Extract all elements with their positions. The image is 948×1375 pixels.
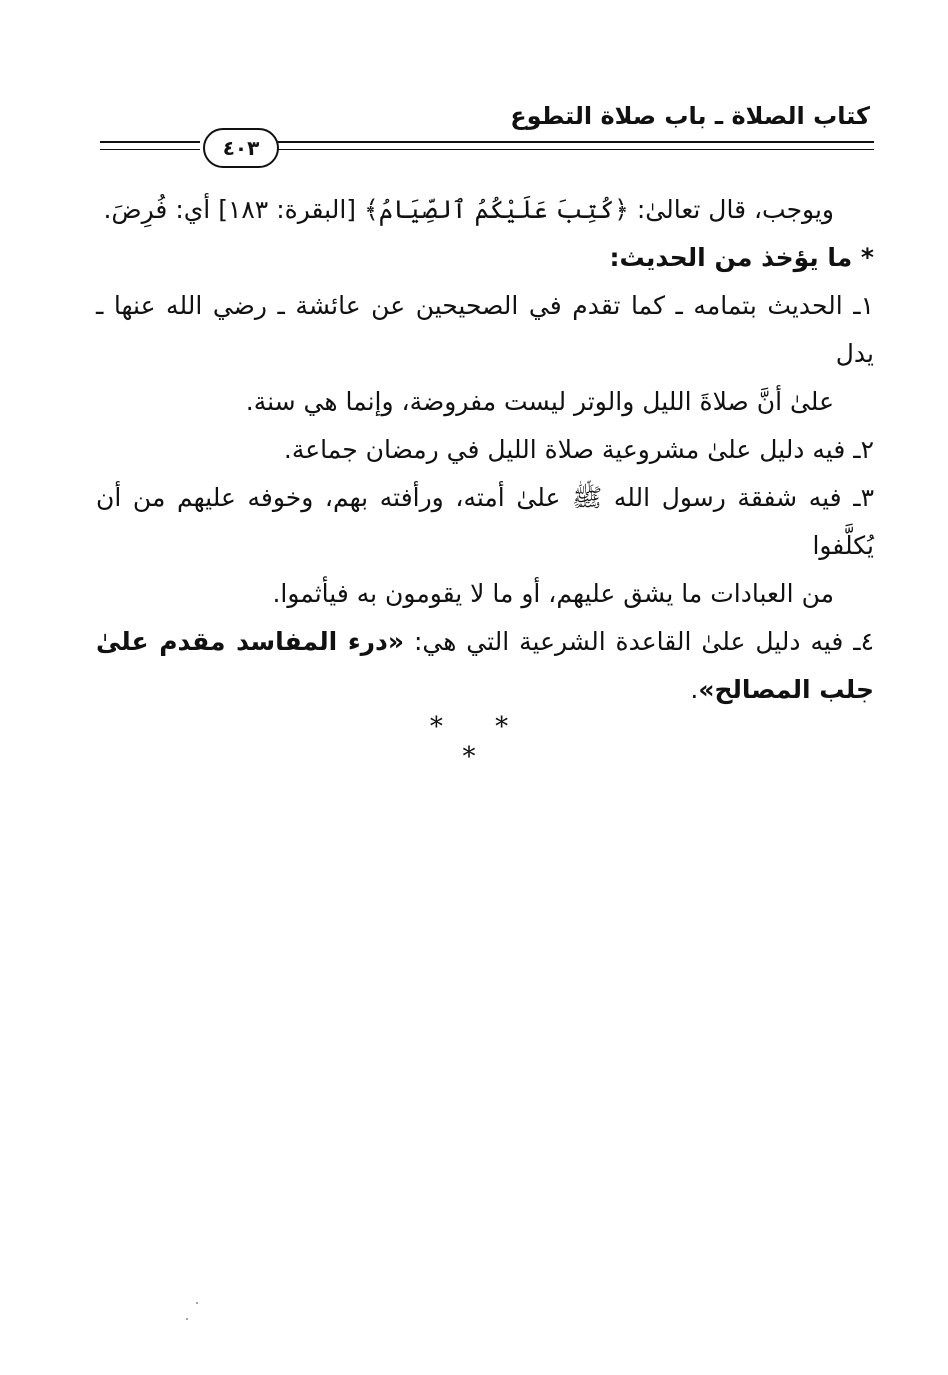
list-item-2-line1: ٢ـ فيه دليل علىٰ مشروعية صلاة الليل في رمضان جماعة.: [283, 435, 874, 464]
list-item-4: [96, 618, 874, 714]
list-item-3: [96, 474, 874, 618]
section-separator-asterisks: * * *: [429, 712, 531, 772]
list-item-3-line2: من العبادات ما يشق عليهم، أو ما لا يقومون به فيأثموا.: [272, 579, 834, 608]
intro-text-before: ويوجب، قال تعالىٰ:: [628, 195, 834, 224]
page-number-badge: ٤٠٣: [203, 128, 279, 168]
header-rule-left-bottom: [100, 149, 200, 150]
list-item-4-line1: ٤ـ فيه دليل علىٰ القاعدة الشرعية التي هي:: [404, 627, 874, 656]
scan-speck: [196, 1302, 198, 1304]
header-rule-left-top: [100, 141, 200, 143]
intro-paragraph: [96, 186, 874, 234]
list-item-1-line1: ١ـ الحديث بتمامه ـ كما تقدم في الصحيحين عن عائشة ـ رضي الله عنها ـ يدل: [96, 291, 874, 368]
main-text: [96, 186, 874, 714]
header-rule-right-top: [278, 141, 874, 143]
scan-speck: [186, 1318, 188, 1320]
header-rule-right-bottom: [278, 149, 874, 150]
section-heading: * ما يؤخذ من الحديث:: [609, 243, 874, 272]
list-item-1-line2: علىٰ أنَّ صلاةَ الليل والوتر ليست مفروضة، وإنما هي سنة.: [245, 387, 834, 416]
running-header-title: كتاب الصلاة ـ باب صلاة التطوع: [510, 102, 870, 130]
list-item-3-line1: ٣ـ فيه شفقة رسول الله ﷺ علىٰ أمته، ورأفته بهم، وخوفه عليهم من أن يُكلَّفوا: [96, 483, 874, 560]
list-item-1: [96, 282, 874, 426]
list-item-4-end: .: [690, 675, 699, 704]
intro-text-after: [البقرة: ١٨٣] أي: فُرِضَ.: [103, 195, 364, 224]
list-item-4-bold-quote: «درء المفاسد مقدم علىٰ جلب المصالح»: [96, 627, 874, 704]
list-item-2: [96, 426, 874, 474]
quran-verse: ﴿كُتِبَ عَلَيْكُمُ ٱلصِّيَامُ﴾: [363, 195, 629, 224]
